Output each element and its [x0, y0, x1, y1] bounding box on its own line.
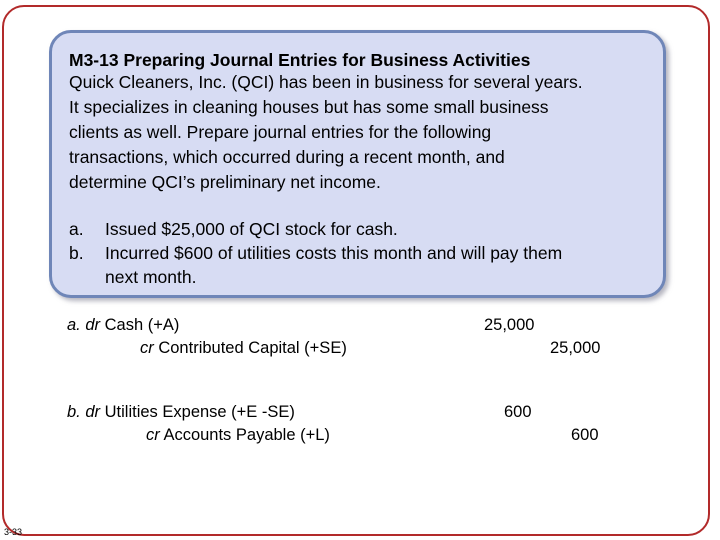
- problem-text-line: It specializes in cleaning houses but has some small business: [69, 97, 549, 117]
- entry-b-cr-prefix: cr: [146, 426, 160, 444]
- item-b-text-cont: next month.: [105, 267, 197, 287]
- problem-text-line: clients as well. Prepare journal entries for the following: [69, 122, 492, 142]
- entry-b-debit-line: [67, 403, 295, 422]
- entry-a-cr-prefix: cr: [140, 339, 154, 357]
- entry-b-label: b.: [67, 403, 81, 421]
- entry-a-label: a.: [67, 316, 81, 334]
- item-b-letter: b.: [69, 243, 84, 263]
- item-a-letter: a.: [69, 219, 84, 239]
- entry-b-credit-amount: 600: [571, 426, 599, 444]
- problem-text-line: transactions, which occurred during a recent month, and: [69, 147, 505, 167]
- entry-a-credit-amount: 25,000: [550, 339, 601, 357]
- slide-number: 3-33: [4, 527, 23, 537]
- entry-a-debit-amount: 25,000: [484, 316, 535, 334]
- item-a-text: Issued $25,000 of QCI stock for cash.: [105, 219, 398, 239]
- problem-title: M3-13 Preparing Journal Entries for Business Activities: [69, 50, 531, 70]
- entry-a-debit-line: [67, 316, 179, 335]
- entry-b-cr-account: Accounts Payable (+L): [163, 426, 330, 444]
- entry-b-debit-amount: 600: [504, 403, 532, 421]
- entry-b-dr-prefix: dr: [85, 403, 101, 421]
- entry-b-credit-line: [146, 426, 330, 445]
- entry-a-credit-line: [140, 339, 347, 358]
- entry-a-dr-prefix: dr: [85, 316, 101, 334]
- item-b-text: Incurred $600 of utilities costs this month and will pay them: [105, 243, 563, 263]
- entry-b-dr-account: Utilities Expense (+E -SE): [104, 403, 295, 421]
- entry-a-dr-account: Cash (+A): [104, 316, 180, 334]
- problem-text-line: Quick Cleaners, Inc. (QCI) has been in business for several years.: [69, 72, 583, 92]
- problem-text-line: determine QCI’s preliminary net income.: [69, 172, 381, 192]
- entry-a-cr-account: Contributed Capital (+SE): [158, 339, 347, 357]
